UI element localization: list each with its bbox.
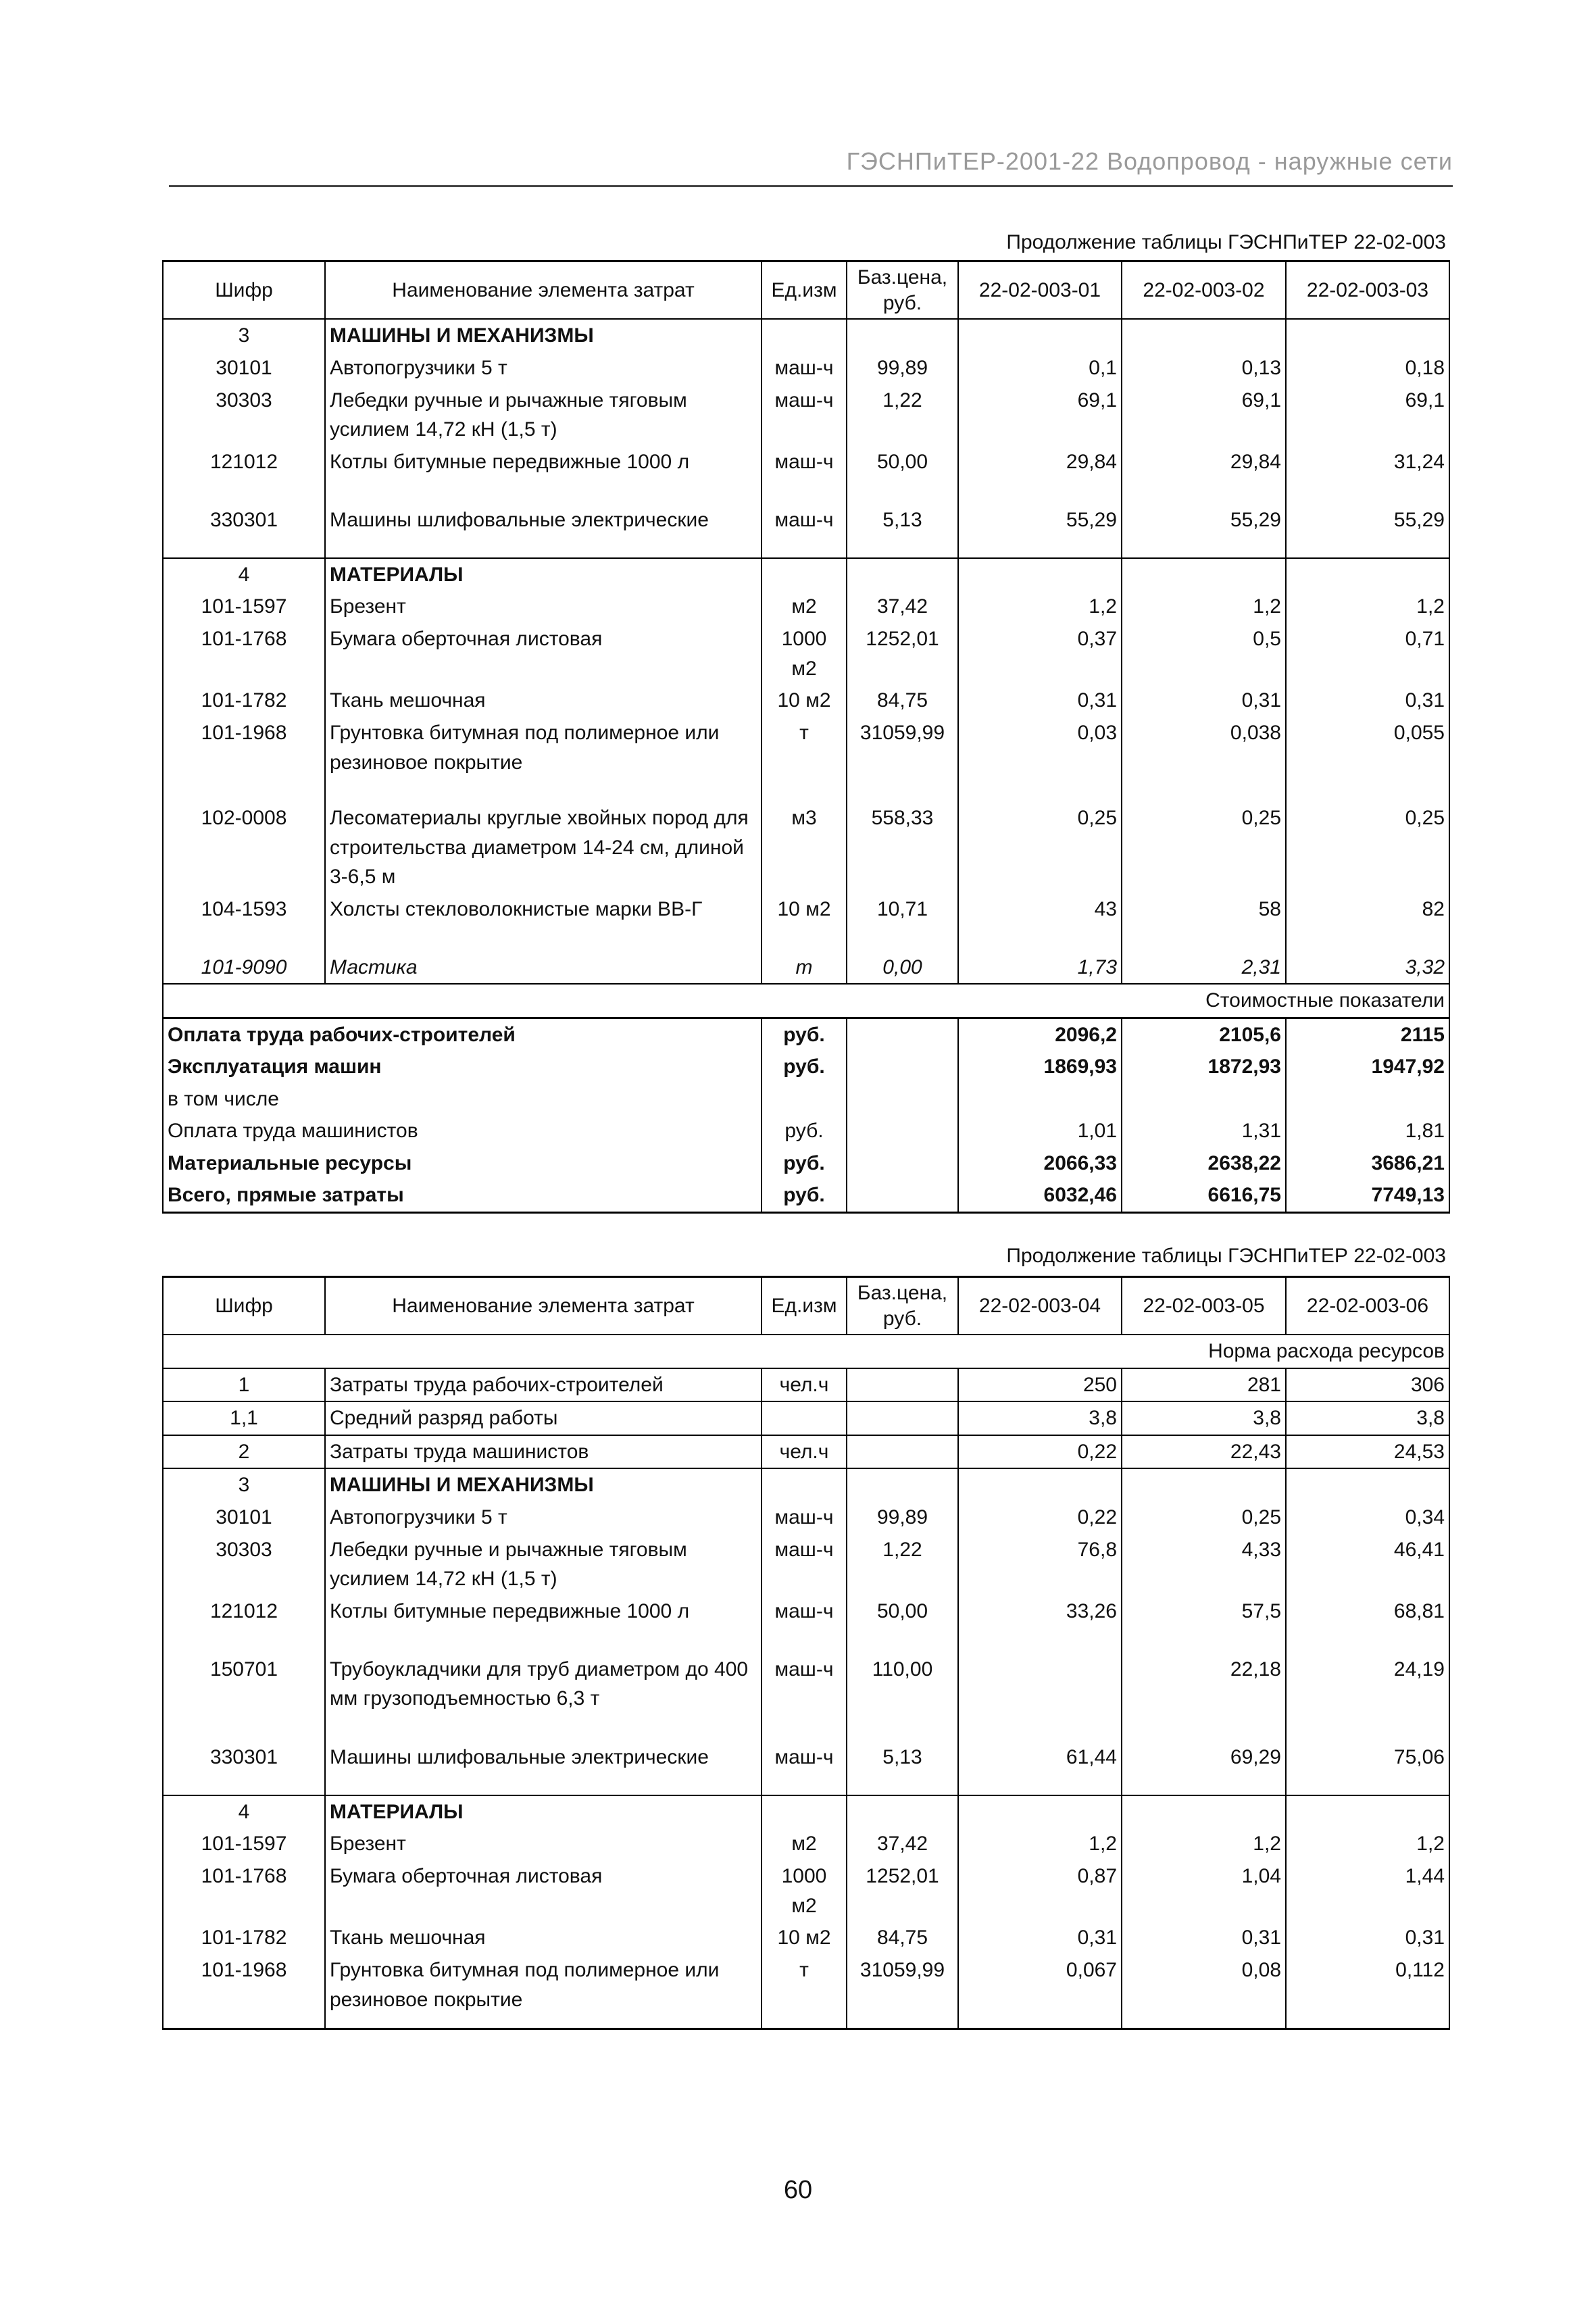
- cell-code: 101-1768: [163, 623, 325, 684]
- cell-code: 330301: [163, 1741, 325, 1795]
- cell-value: 0,038: [1122, 717, 1286, 802]
- total-value: 1947,92: [1286, 1051, 1449, 1083]
- cell-price: 99,89: [847, 352, 958, 384]
- total-value: 3686,21: [1286, 1147, 1449, 1180]
- table-row: [163, 446, 1449, 504]
- cell-value: 0,87: [958, 1860, 1122, 1922]
- cell-value: 46,41: [1286, 1534, 1449, 1595]
- cell-name: Брезент: [325, 591, 762, 623]
- cell-name: Холсты стекловолокнистые марки ВВ-Г: [325, 893, 762, 951]
- cell-value: 0,31: [1286, 684, 1449, 717]
- cell-value: 0,25: [1122, 802, 1286, 893]
- cell-code: 101-1768: [163, 1860, 325, 1922]
- cell-name: Машины шлифовальные электрические: [325, 504, 762, 558]
- cell-unit: маш-ч: [762, 1501, 847, 1534]
- cell-code: 104-1593: [163, 893, 325, 951]
- cell-value: 57,5: [1122, 1595, 1286, 1653]
- cell-unit: 1000 м2: [762, 623, 847, 684]
- cell-value: 3,8: [1286, 1401, 1449, 1435]
- cell-value: 3,32: [1286, 951, 1449, 985]
- total-row: [163, 1051, 1449, 1083]
- cell-value: 29,84: [958, 446, 1122, 504]
- cell-price: 37,42: [847, 591, 958, 623]
- table-row: [163, 591, 1449, 623]
- cell-value: 0,31: [1286, 1922, 1449, 1954]
- cell-code: 101-1968: [163, 717, 325, 802]
- cell-code: 121012: [163, 446, 325, 504]
- total-unit: руб.: [762, 1051, 847, 1083]
- cell-price: 50,00: [847, 446, 958, 504]
- cell-value: 0,22: [958, 1435, 1122, 1469]
- total-value: 1,31: [1122, 1115, 1286, 1147]
- cell-value: 0,067: [958, 1954, 1122, 2028]
- cell-price: 84,75: [847, 1922, 958, 1954]
- cell-name: Машины шлифовальные электрические: [325, 1741, 762, 1795]
- cell-price: 37,42: [847, 1828, 958, 1860]
- cell-code: 1: [163, 1368, 325, 1402]
- cell-price: 50,00: [847, 1595, 958, 1653]
- section-header-row: [163, 1468, 1449, 1501]
- cell-value: 0,31: [958, 1922, 1122, 1954]
- cell-price: 0,00: [847, 951, 958, 985]
- cell-name: Автопогрузчики 5 т: [325, 352, 762, 384]
- total-value: 7749,13: [1286, 1179, 1449, 1212]
- table-row: [163, 684, 1449, 717]
- table-row: [163, 352, 1449, 384]
- cell-value: 1,2: [958, 591, 1122, 623]
- running-header: ГЭСНПиТЕР-2001-22 Водопровод - наружные сети: [846, 147, 1453, 175]
- cell-name: Брезент: [325, 1828, 762, 1860]
- col-header-code-03: 22-02-003-03: [1286, 262, 1449, 320]
- cell-value: 0,055: [1286, 717, 1449, 802]
- col-header-code: Шифр: [163, 262, 325, 320]
- cell-unit: м2: [762, 591, 847, 623]
- cell-value: [958, 1653, 1122, 1741]
- cell-value: 0,25: [1286, 802, 1449, 893]
- cell-value: 0,31: [1122, 684, 1286, 717]
- cell-code: 102-0008: [163, 802, 325, 893]
- cell-value: 22,18: [1122, 1653, 1286, 1741]
- cell-price: 84,75: [847, 684, 958, 717]
- total-unit: руб.: [762, 1147, 847, 1180]
- table-row: [163, 1501, 1449, 1534]
- table-row: [163, 1954, 1449, 2028]
- band-label: Стоимостные показатели: [163, 984, 1449, 1018]
- cell-value: 1,44: [1286, 1860, 1449, 1922]
- cell-value: 3,8: [1122, 1401, 1286, 1435]
- cell-name: Грунтовка битумная под полимерное или резиновое покрытие: [325, 717, 762, 802]
- cell-value: 0,08: [1122, 1954, 1286, 2028]
- total-value: 6616,75: [1122, 1179, 1286, 1212]
- cell-unit: маш-ч: [762, 1653, 847, 1741]
- cell-unit: маш-ч: [762, 1741, 847, 1795]
- band-row: [163, 1335, 1449, 1368]
- col-header-code-05: 22-02-003-05: [1122, 1277, 1286, 1335]
- cell-name: Затраты труда рабочих-строителей: [325, 1368, 762, 1402]
- cell-value: 43: [958, 893, 1122, 951]
- resource-table-2: [162, 1276, 1450, 2030]
- cell-price: 1252,01: [847, 623, 958, 684]
- total-label: в том числе: [163, 1083, 762, 1116]
- cell-value: 3,8: [958, 1401, 1122, 1435]
- table-row: [163, 893, 1449, 951]
- cell-unit: 10 м2: [762, 684, 847, 717]
- total-value: 1,01: [958, 1115, 1122, 1147]
- header-rule: [169, 185, 1453, 187]
- total-value: 2096,2: [958, 1018, 1122, 1051]
- cell-name: Лебедки ручные и рычажные тяговым усилием 14,72 кН (1,5 т): [325, 1534, 762, 1595]
- section-header-row: [163, 1795, 1449, 1828]
- cell-value: 306: [1286, 1368, 1449, 1402]
- cell-code: 101-1782: [163, 684, 325, 717]
- total-value: 2638,22: [1122, 1147, 1286, 1180]
- cell-name: Грунтовка битумная под полимерное или резиновое покрытие: [325, 1954, 762, 2028]
- cell-value: 0,03: [958, 717, 1122, 802]
- total-row: [163, 1018, 1449, 1051]
- table-row: [163, 1401, 1449, 1435]
- cell-value: 69,1: [1286, 384, 1449, 446]
- cell-code: 30101: [163, 352, 325, 384]
- total-unit: руб.: [762, 1179, 847, 1212]
- cell-name: Ткань мешочная: [325, 1922, 762, 1954]
- cell-price: 558,33: [847, 802, 958, 893]
- cell-name: Трубоукладчики для труб диаметром до 400 мм грузоподъемностью 6,3 т: [325, 1653, 762, 1741]
- cell-value: 250: [958, 1368, 1122, 1402]
- cell-value: 1,2: [1122, 591, 1286, 623]
- cell-value: 69,1: [1122, 384, 1286, 446]
- section-title: МАШИНЫ И МЕХАНИЗМЫ: [325, 319, 762, 352]
- table-row: [163, 623, 1449, 684]
- section-header-row: [163, 558, 1449, 591]
- table1-caption: Продолжение таблицы ГЭСНПиТЕР 22-02-003: [1006, 231, 1446, 253]
- total-value: 6032,46: [958, 1179, 1122, 1212]
- total-unit: руб.: [762, 1115, 847, 1147]
- cell-unit: маш-ч: [762, 1595, 847, 1653]
- cell-value: 58: [1122, 893, 1286, 951]
- cell-value: 1,04: [1122, 1860, 1286, 1922]
- cell-unit: чел.ч: [762, 1368, 847, 1402]
- cell-value: 0,13: [1122, 352, 1286, 384]
- total-value: 2105,6: [1122, 1018, 1286, 1051]
- resource-table-1: [162, 260, 1450, 1214]
- cell-unit: маш-ч: [762, 504, 847, 558]
- cell-value: 76,8: [958, 1534, 1122, 1595]
- table-row: [163, 802, 1449, 893]
- cell-unit: т: [762, 717, 847, 802]
- cell-name: Лесоматериалы круглые хвойных пород для строительства диаметром 14-24 см, длиной 3-6,5 м: [325, 802, 762, 893]
- cell-name: Мастика: [325, 951, 762, 985]
- band-row: [163, 984, 1449, 1018]
- section-header-row: [163, 319, 1449, 352]
- cell-price: 31059,99: [847, 1954, 958, 2028]
- cell-value: 69,1: [958, 384, 1122, 446]
- cell-value: 0,31: [958, 684, 1122, 717]
- section-title: МАТЕРИАЛЫ: [325, 1795, 762, 1828]
- total-value: 2066,33: [958, 1147, 1122, 1180]
- col-header-code-06: 22-02-003-06: [1286, 1277, 1449, 1335]
- cell-value: 0,112: [1286, 1954, 1449, 2028]
- cell-unit: маш-ч: [762, 352, 847, 384]
- cell-value: 82: [1286, 893, 1449, 951]
- total-value: 2115: [1286, 1018, 1449, 1051]
- table-row: [163, 1828, 1449, 1860]
- table-row: [163, 1368, 1449, 1402]
- cell-price: 110,00: [847, 1653, 958, 1741]
- cell-value: 24,53: [1286, 1435, 1449, 1469]
- table-row: [163, 384, 1449, 446]
- col-header-price: Баз.цена, руб.: [847, 1277, 958, 1335]
- cell-value: 69,29: [1122, 1741, 1286, 1795]
- cell-unit: 1000 м2: [762, 1860, 847, 1922]
- cell-code: 101-1597: [163, 1828, 325, 1860]
- cell-code: 1,1: [163, 1401, 325, 1435]
- col-header-code-04: 22-02-003-04: [958, 1277, 1122, 1335]
- total-label: Эксплуатация машин: [163, 1051, 762, 1083]
- cell-code: 121012: [163, 1595, 325, 1653]
- total-unit: руб.: [762, 1018, 847, 1051]
- cell-unit: м3: [762, 802, 847, 893]
- table-row: [163, 504, 1449, 558]
- cell-code: 30303: [163, 384, 325, 446]
- cell-code: 2: [163, 1435, 325, 1469]
- col-header-name: Наименование элемента затрат: [325, 1277, 762, 1335]
- cell-value: 55,29: [1122, 504, 1286, 558]
- cell-value: 0,31: [1122, 1922, 1286, 1954]
- cell-name: Затраты труда машинистов: [325, 1435, 762, 1469]
- cell-unit: [762, 1401, 847, 1435]
- total-value: 1869,93: [958, 1051, 1122, 1083]
- cell-price: [847, 1401, 958, 1435]
- cell-value: 4,33: [1122, 1534, 1286, 1595]
- cell-value: 24,19: [1286, 1653, 1449, 1741]
- cell-unit: т: [762, 951, 847, 985]
- table-row: [163, 951, 1449, 985]
- cell-price: 31059,99: [847, 717, 958, 802]
- cell-name: Средний разряд работы: [325, 1401, 762, 1435]
- col-header-code: Шифр: [163, 1277, 325, 1335]
- cell-price: 1,22: [847, 384, 958, 446]
- band-label: Норма расхода ресурсов: [163, 1335, 1449, 1368]
- cell-value: 33,26: [958, 1595, 1122, 1653]
- section-code: 3: [163, 319, 325, 352]
- total-row: [163, 1179, 1449, 1212]
- table-row: [163, 1534, 1449, 1595]
- table-row: [163, 1741, 1449, 1795]
- col-header-code-02: 22-02-003-02: [1122, 262, 1286, 320]
- cell-value: 281: [1122, 1368, 1286, 1402]
- cell-name: Автопогрузчики 5 т: [325, 1501, 762, 1534]
- cell-value: 61,44: [958, 1741, 1122, 1795]
- cell-price: 10,71: [847, 893, 958, 951]
- section-title: МАТЕРИАЛЫ: [325, 558, 762, 591]
- cell-value: 29,84: [1122, 446, 1286, 504]
- section-code: 4: [163, 558, 325, 591]
- cell-value: 31,24: [1286, 446, 1449, 504]
- cell-code: 30101: [163, 1501, 325, 1534]
- cell-price: [847, 1435, 958, 1469]
- cell-unit: маш-ч: [762, 446, 847, 504]
- cell-unit: 10 м2: [762, 1922, 847, 1954]
- cell-value: 1,2: [1286, 1828, 1449, 1860]
- cell-unit: м2: [762, 1828, 847, 1860]
- cell-value: 0,25: [1122, 1501, 1286, 1534]
- cell-code: 330301: [163, 504, 325, 558]
- section-title: МАШИНЫ И МЕХАНИЗМЫ: [325, 1468, 762, 1501]
- total-row: [163, 1115, 1449, 1147]
- cell-code: 150701: [163, 1653, 325, 1741]
- cell-code: 101-9090: [163, 951, 325, 985]
- cell-name: Бумага оберточная листовая: [325, 1860, 762, 1922]
- cell-price: 5,13: [847, 504, 958, 558]
- col-header-name: Наименование элемента затрат: [325, 262, 762, 320]
- cell-value: 0,25: [958, 802, 1122, 893]
- table-row: [163, 717, 1449, 802]
- cell-price: 99,89: [847, 1501, 958, 1534]
- cell-price: 5,13: [847, 1741, 958, 1795]
- cell-price: 1,22: [847, 1534, 958, 1595]
- cell-code: 101-1597: [163, 591, 325, 623]
- cell-code: 30303: [163, 1534, 325, 1595]
- cell-code: 101-1968: [163, 1954, 325, 2028]
- cell-value: 55,29: [1286, 504, 1449, 558]
- cell-name: Котлы битумные передвижные 1000 л: [325, 446, 762, 504]
- cell-value: 1,2: [1286, 591, 1449, 623]
- table-row: [163, 1922, 1449, 1954]
- table-row: [163, 1653, 1449, 1741]
- total-value: 1,81: [1286, 1115, 1449, 1147]
- total-row: [163, 1147, 1449, 1180]
- table-row: [163, 1860, 1449, 1922]
- col-header-price: Баз.цена, руб.: [847, 262, 958, 320]
- cell-value: 0,1: [958, 352, 1122, 384]
- cell-unit: т: [762, 1954, 847, 2028]
- section-code: 3: [163, 1468, 325, 1501]
- cell-price: [847, 1368, 958, 1402]
- cell-unit: маш-ч: [762, 384, 847, 446]
- total-row: [163, 1083, 1449, 1116]
- col-header-unit: Ед.изм: [762, 1277, 847, 1335]
- cell-value: 0,34: [1286, 1501, 1449, 1534]
- cell-name: Бумага оберточная листовая: [325, 623, 762, 684]
- cell-value: 0,37: [958, 623, 1122, 684]
- total-label: Оплата труда машинистов: [163, 1115, 762, 1147]
- total-label: Материальные ресурсы: [163, 1147, 762, 1180]
- cell-name: Ткань мешочная: [325, 684, 762, 717]
- cell-value: 0,5: [1122, 623, 1286, 684]
- total-label: Всего, прямые затраты: [163, 1179, 762, 1212]
- cell-value: 0,18: [1286, 352, 1449, 384]
- cell-value: 75,06: [1286, 1741, 1449, 1795]
- col-header-unit: Ед.изм: [762, 262, 847, 320]
- table-row: [163, 1595, 1449, 1653]
- cell-value: 0,71: [1286, 623, 1449, 684]
- total-label: Оплата труда рабочих-строителей: [163, 1018, 762, 1051]
- cell-value: 1,73: [958, 951, 1122, 985]
- page-number: 60: [783, 2176, 813, 2204]
- col-header-code-01: 22-02-003-01: [958, 262, 1122, 320]
- total-value: 1872,93: [1122, 1051, 1286, 1083]
- cell-name: Лебедки ручные и рычажные тяговым усилием 14,72 кН (1,5 т): [325, 384, 762, 446]
- cell-value: 22,43: [1122, 1435, 1286, 1469]
- cell-value: 68,81: [1286, 1595, 1449, 1653]
- section-code: 4: [163, 1795, 325, 1828]
- cell-value: 1,2: [1122, 1828, 1286, 1860]
- cell-value: 0,22: [958, 1501, 1122, 1534]
- cell-unit: чел.ч: [762, 1435, 847, 1469]
- cell-unit: маш-ч: [762, 1534, 847, 1595]
- cell-value: 1,2: [958, 1828, 1122, 1860]
- cell-unit: 10 м2: [762, 893, 847, 951]
- cell-code: 101-1782: [163, 1922, 325, 1954]
- cell-name: Котлы битумные передвижные 1000 л: [325, 1595, 762, 1653]
- table2-caption: Продолжение таблицы ГЭСНПиТЕР 22-02-003: [1006, 1245, 1446, 1267]
- table-row: [163, 1435, 1449, 1469]
- cell-value: 2,31: [1122, 951, 1286, 985]
- cell-value: 55,29: [958, 504, 1122, 558]
- cell-price: 1252,01: [847, 1860, 958, 1922]
